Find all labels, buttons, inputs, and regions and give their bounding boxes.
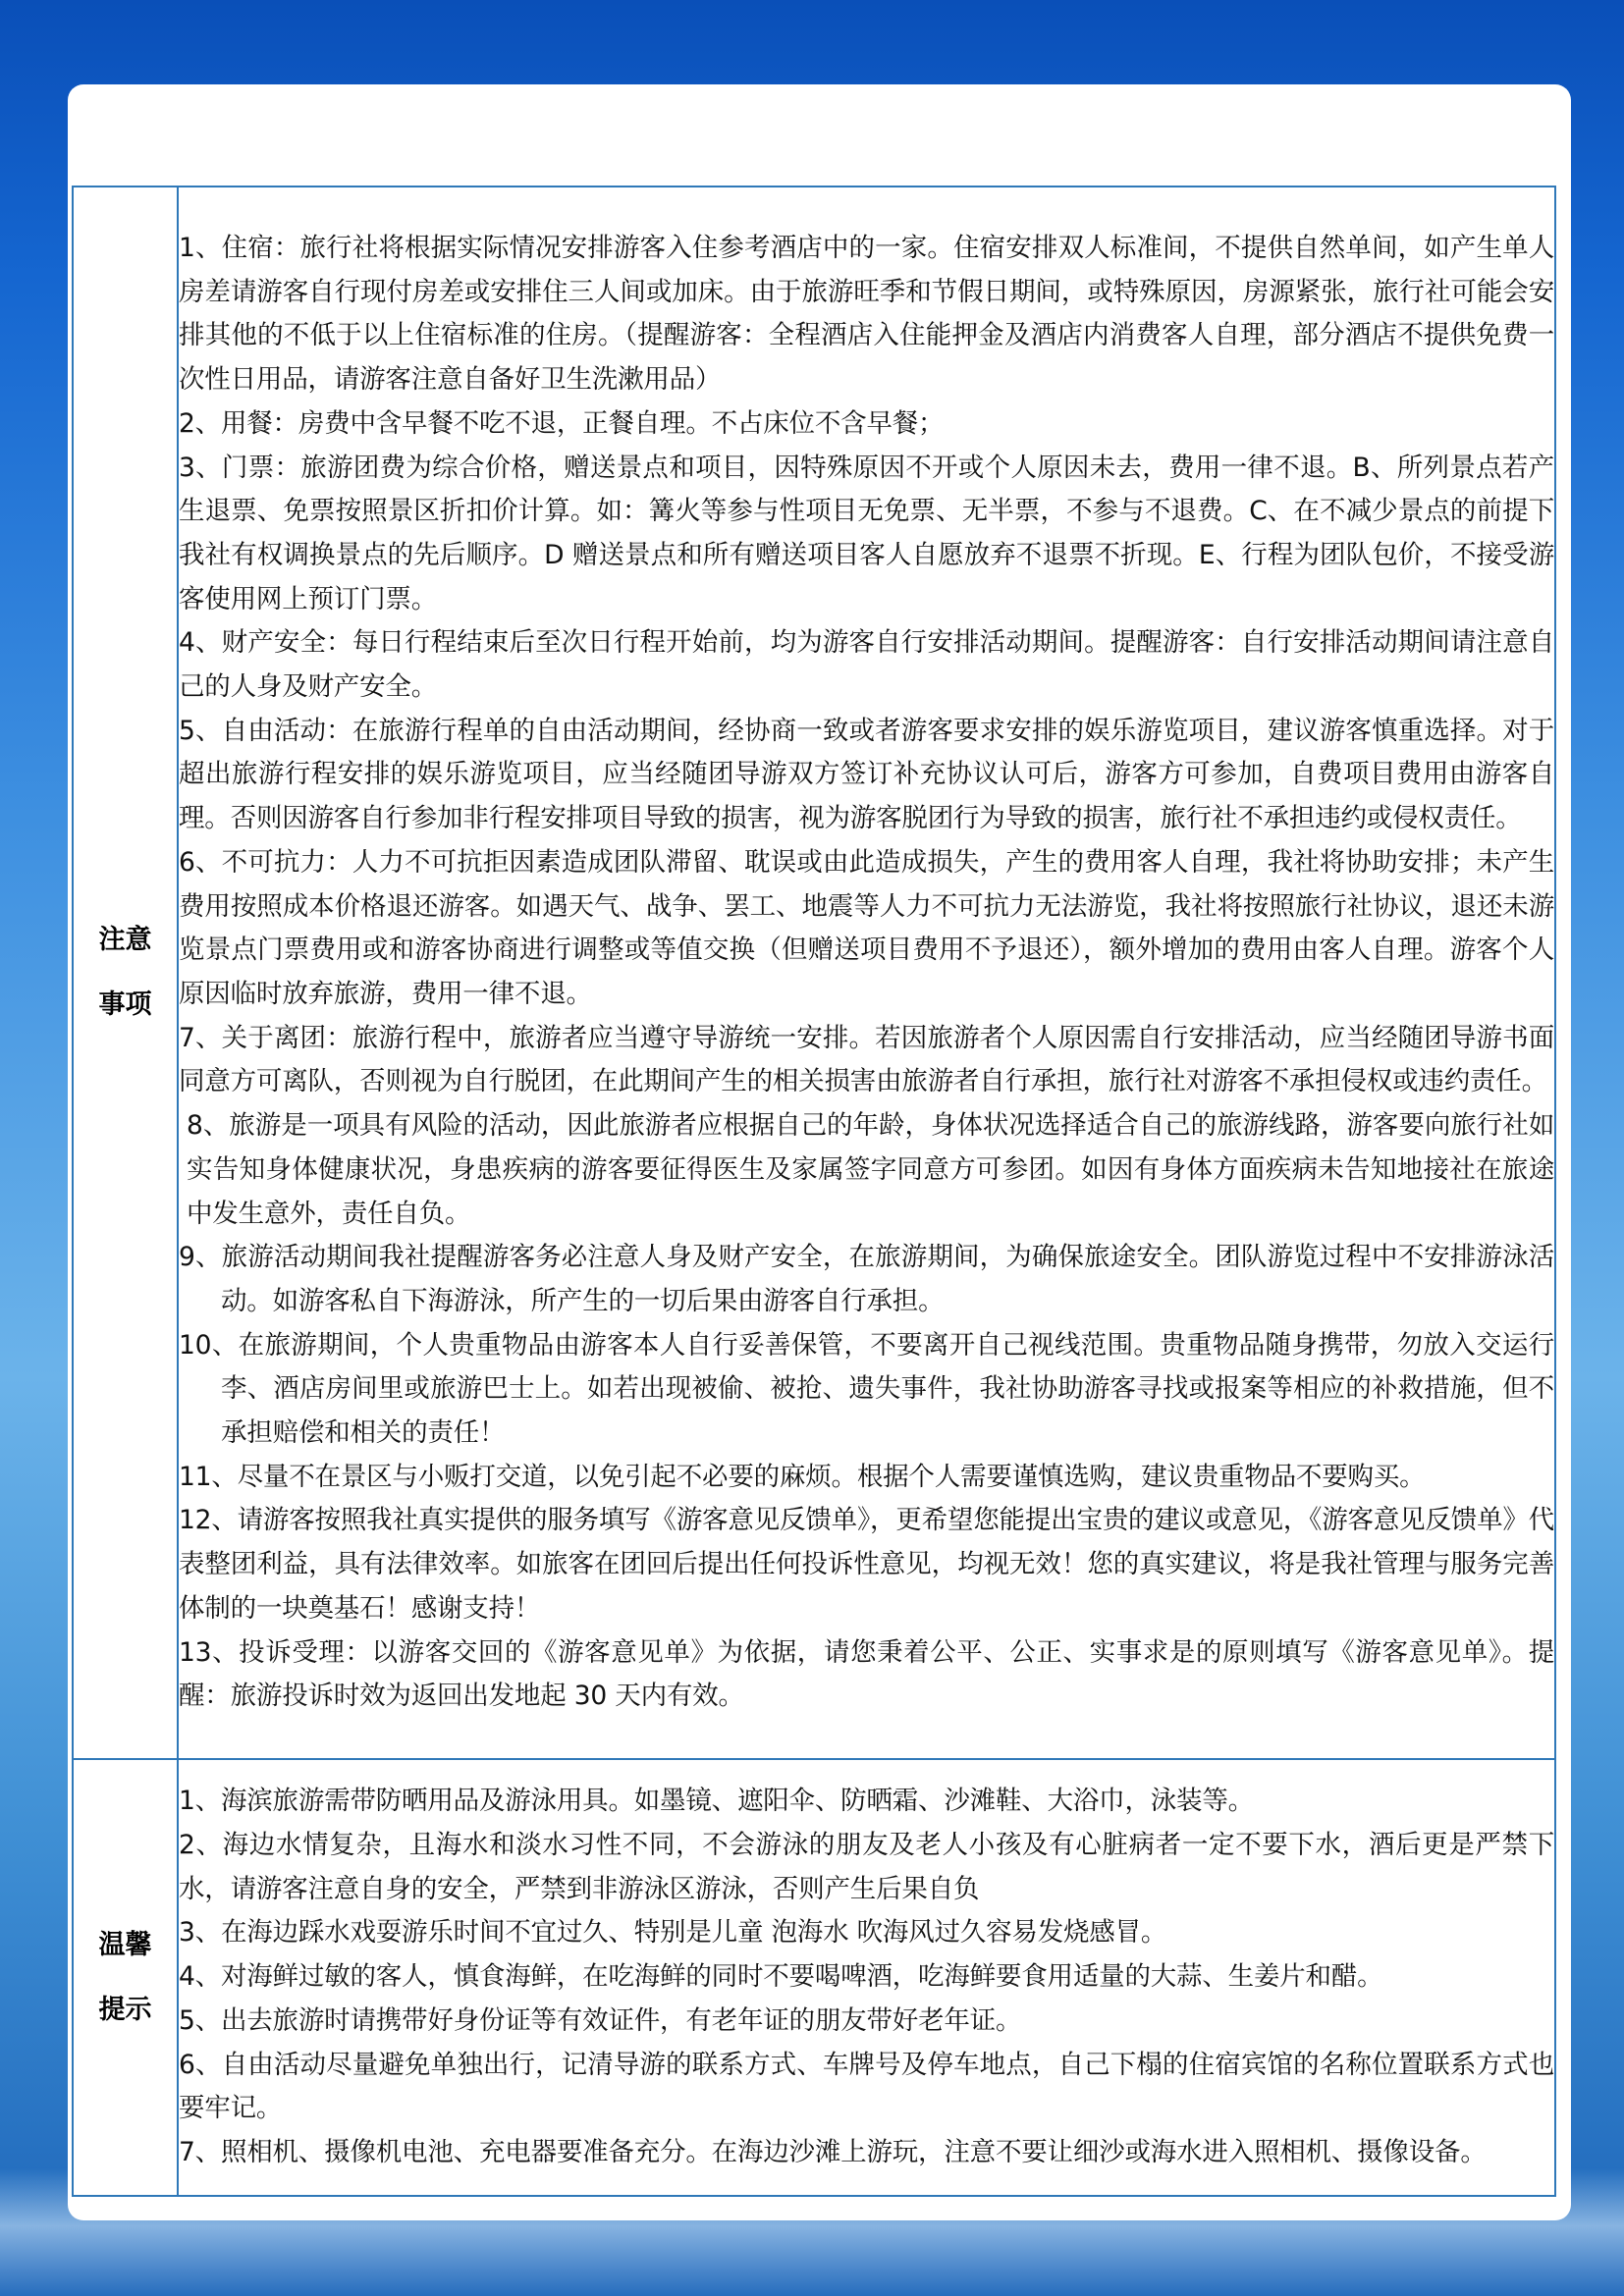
notice-item: 10、在旅游期间，个人贵重物品由游客本人自行妥善保管，不要离开自己视线范围。贵重物品随身携带，勿放入交运行李、酒店房间里或旅游巴士上。如若出现被偷、被抢、遗失事件，我社协助游客寻找或报案等相应的补救措施，但不承担赔偿和相关的责任！ <box>179 1329 1554 1449</box>
notice-item: 7、关于离团：旅游行程中，旅游者应当遵守导游统一安排。若因旅游者个人原因需自行安排活动，应当经随团导游书面同意方可离队，否则视为自行脱团，在此期间产生的相关损害由旅游者自行承担，旅行社对游客不承担侵权或违约责任。 <box>179 1022 1554 1097</box>
tip-item: 5、出去旅游时请携带好身份证等有效证件，有老年证的朋友带好老年证。 <box>179 2004 1022 2036</box>
notice-item: 4、财产安全：每日行程结束后至次日行程开始前，均为游客自行安排活动期间。提醒游客：自行安排活动期间请注意自己的人身及财产安全。 <box>179 627 1554 703</box>
notice-item: 8、旅游是一项具有风险的活动，因此旅游者应根据自己的年龄，身体状况选择适合自己的旅游线路，游客要向旅行社如实告知身体健康状况，身患疾病的游客要征得医生及家属签字同意方可参团。如因有身体方面疾病未告知地接社在旅途中发生意外，责任自负。 <box>187 1110 1554 1229</box>
tip-item: 2、海边水情复杂，且海水和淡水习性不同，不会游泳的朋友及老人小孩及有心脏病者一定不要下水，酒后更是严禁下水，请游客注意自身的安全，严禁到非游泳区游泳，否则产生后果自负 <box>179 1830 1554 1904</box>
notice-item: 13、投诉受理：以游客交回的《游客意见单》为依据，请您秉着公平、公正、实事求是的原则填写《游客意见单》。提醒：旅游投诉时效为返回出发地起 30 天内有效。 <box>179 1636 1554 1712</box>
section-label-line: 事项 <box>98 989 152 1020</box>
section-label-line: 注意 <box>98 925 152 955</box>
section-label <box>73 187 178 1759</box>
section-label <box>73 1759 178 2196</box>
notice-item: 3、门票：旅游团费为综合价格，赠送景点和项目，因特殊原因不开或个人原因未去，费用一律不退。B、所列景点若产生退票、免票按照景区折扣价计算。如：篝火等参与性项目无免票、无半票，不参与不退费。C、在不减少景点的前提下我社有权调换景点的先后顺序。D 赠送景点和所有赠送项目客人自愿放弃不退票不折现。E、行程为团队包价，不接受游客使用网上预订门票。 <box>179 452 1554 614</box>
section-content <box>178 187 1555 1759</box>
notice-item: 1、住宿：旅行社将根据实际情况安排游客入住参考酒店中的一家。住宿安排双人标准间，不提供自然单间，如产生单人房差请游客自行现付房差或安排住三人间或加床。由于旅游旺季和节假日期间，或特殊原因，房源紧张，旅行社可能会安排其他的不低于以上住宿标准的住房。（提醒游客：全程酒店入住能押金及酒店内消费客人自理，部分酒店不提供免费一次性日用品，请游客注意自备好卫生洗漱用品） <box>179 233 1554 396</box>
section-content <box>178 1759 1555 2196</box>
tip-item: 7、照相机、摄像机电池、充电器要准备充分。在海边沙滩上游玩，注意不要让细沙或海水进入照相机、摄像设备。 <box>179 2136 1487 2167</box>
notice-section <box>73 187 1555 1759</box>
tip-item: 3、在海边踩水戏耍游乐时间不宜过久、特别是儿童 泡海水 吹海风过久容易发烧感冒。 <box>179 1917 1167 1949</box>
section-label-line: 温馨 <box>98 1929 152 1960</box>
tip-item: 1、海滨旅游需带防晒用品及游泳用具。如墨镜、遮阳伞、防晒霜、沙滩鞋、大浴巾，泳装等。 <box>179 1786 1254 1817</box>
tip-item: 4、对海鲜过敏的客人，慎食海鲜，在吃海鲜的同时不要喝啤酒，吃海鲜要食用适量的大蒜、生姜片和醋。 <box>179 1961 1383 1993</box>
notice-item: 2、用餐：房费中含早餐不吃不退，正餐自理。不占床位不含早餐； <box>179 407 945 439</box>
notice-item: 9、旅游活动期间我社提醒游客务必注意人身及财产安全，在旅游期间，为确保旅途安全。团队游览过程中不安排游泳活动。如游客私自下海游泳，所产生的一切后果由游客自行承担。 <box>179 1242 1554 1316</box>
notes-table <box>72 186 1556 2197</box>
notice-item: 11、尽量不在景区与小贩打交道，以免引起不必要的麻烦。根据个人需要谨慎选购，建议贵重物品不要购买。 <box>179 1461 1426 1492</box>
tips-section <box>73 1759 1555 2196</box>
section-label-line: 提示 <box>98 1994 152 2025</box>
tip-item: 6、自由活动尽量避免单独出行，记清导游的联系方式、车牌号及停车地点，自己下榻的住宿宾馆的名称位置联系方式也要牢记。 <box>179 2049 1554 2124</box>
notice-item: 12、请游客按照我社真实提供的服务填写《游客意见反馈单》，更希望您能提出宝贵的建议或意见，《游客意见反馈单》代表整团利益，具有法律效率。如旅客在团回后提出任何投诉性意见，均视无效！您的真实建议，将是我社管理与服务完善体制的一块奠基石！感谢支持！ <box>179 1505 1554 1624</box>
notice-item: 5、自由活动：在旅游行程单的自由活动期间，经协商一致或者游客要求安排的娱乐游览项目，建议游客慎重选择。对于超出旅游行程安排的娱乐游览项目，应当经随团导游双方签订补充协议认可后，游客方可参加，自费项目费用由游客自理。否则因游客自行参加非行程安排项目导致的损害，视为游客脱团行为导致的损害，旅行社不承担违约或侵权责任。 <box>179 715 1554 834</box>
notice-item: 6、不可抗力：人力不可抗拒因素造成团队滞留、耽误或由此造成损失，产生的费用客人自理，我社将协助安排；未产生费用按照成本价格退还游客。如遇天气、战争、罢工、地震等人力不可抗力无法游览，我社将按照旅行社协议，退还未游览景点门票费用或和游客协商进行调整或等值交换（但赠送项目费用不予退还），额外增加的费用由客人自理。游客个人原因临时放弃旅游，费用一律不退。 <box>179 846 1554 1009</box>
